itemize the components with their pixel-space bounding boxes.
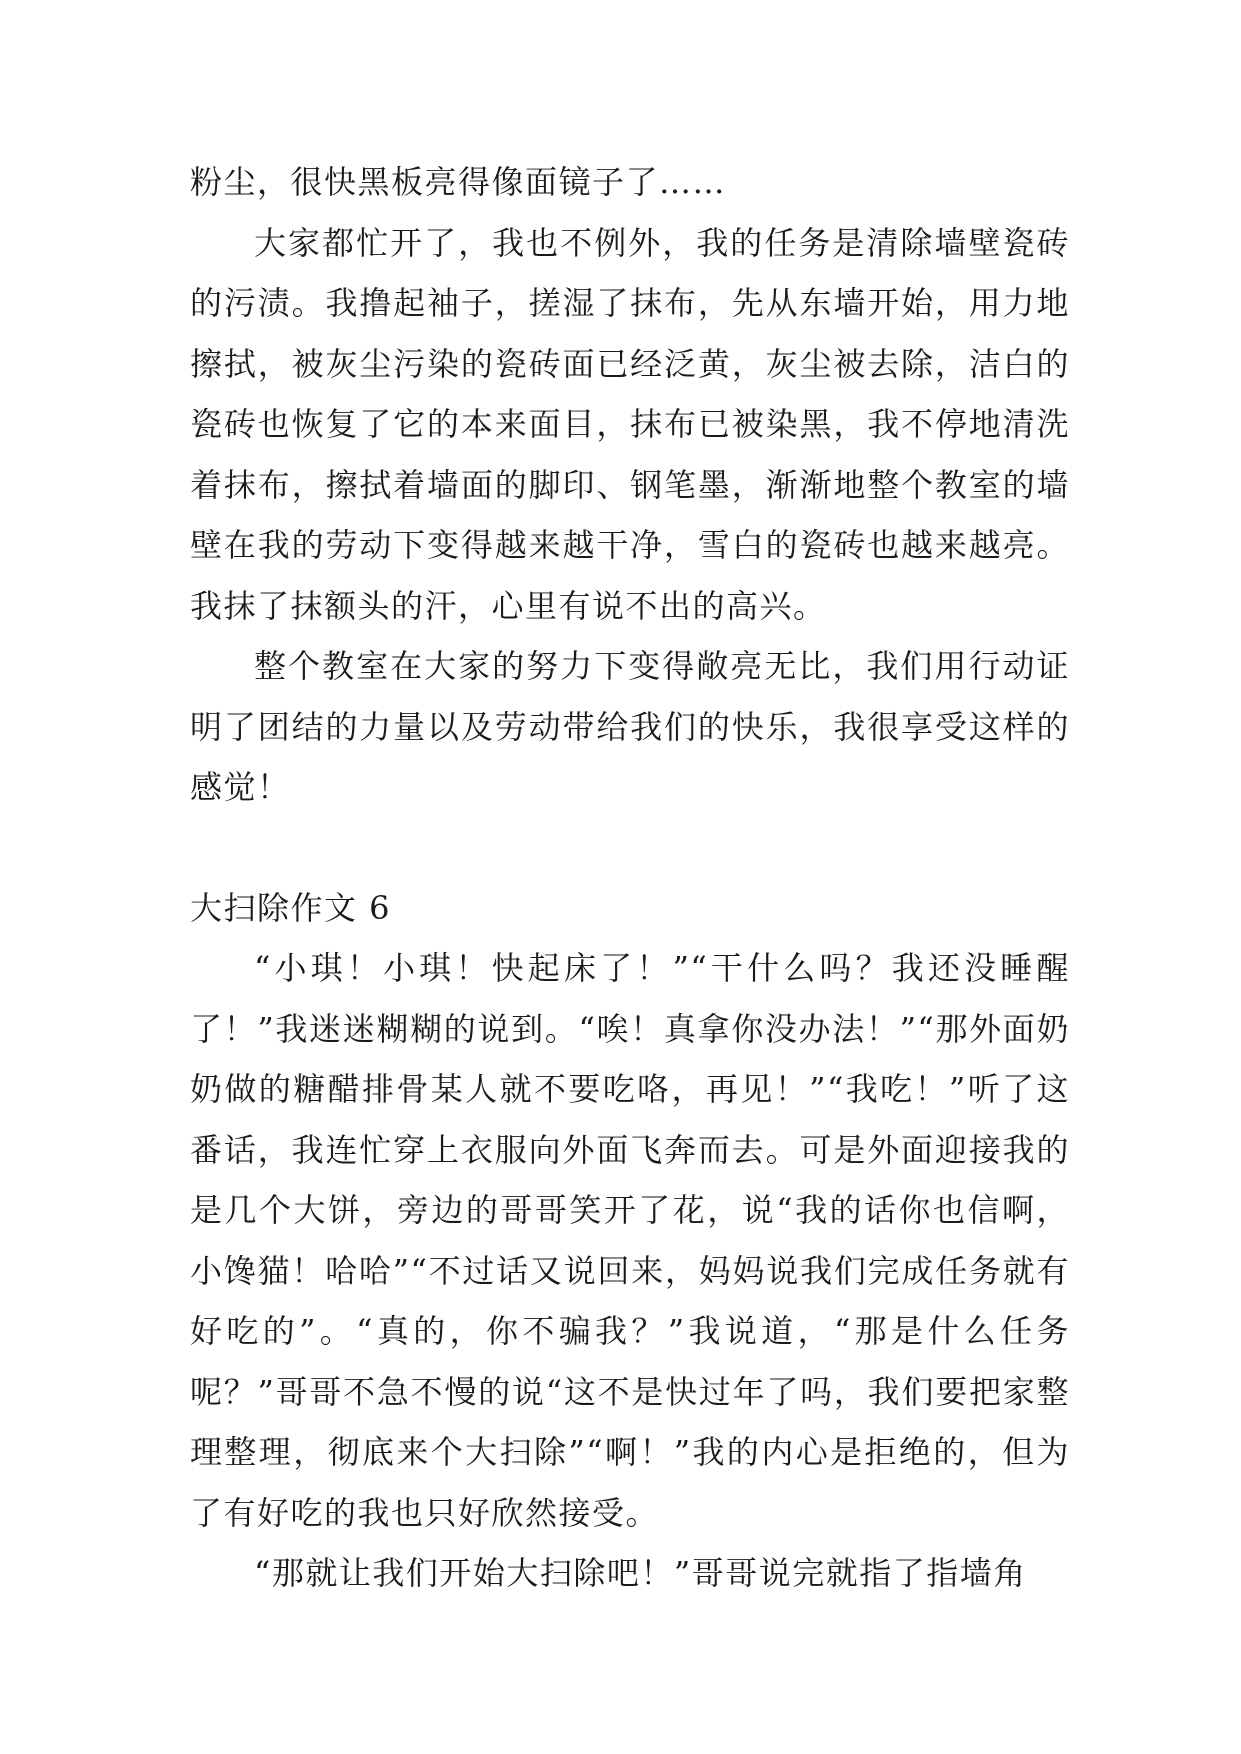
paragraph-continuation: 粉尘，很快黑板亮得像面镜子了……	[190, 163, 727, 201]
section-heading: 大扫除作文 6	[190, 888, 392, 927]
document-body	[190, 152, 1070, 1604]
paragraph-wall-cleaning: 大家都忙开了，我也不例外，我的任务是清除墙壁瓷砖的污渍。我撸起袖子，搓湿了抹布，先从东墙开始，用力地擦拭，被灰尘污染的瓷砖面已经泛黄，灰尘被去除，洁白的瓷砖也恢复了它的本来面目，抹布已被染黑，我不停地清洗着抹布，擦拭着墙面的脚印、钢笔墨，渐渐地整个教室的墙壁在我的劳动下变得越来越干净，雪白的瓷砖也越来越亮。我抹了抹额头的汗，心里有说不出的高兴。	[190, 223, 1070, 625]
paragraph-conclusion: 整个教室在大家的努力下变得敞亮无比，我们用行动证明了团结的力量以及劳动带给我们的快乐，我很享受这样的感觉！	[190, 647, 1070, 806]
paragraph-start-cleaning: “那就让我们开始大扫除吧！”哥哥说完就指了指墙角	[254, 1554, 1027, 1592]
paragraph-wake-up: “小琪！小琪！快起床了！”“干什么吗？我还没睡醒了！”我迷迷糊糊的说到。“唉！真拿你没办法！”“那外面奶奶做的糖醋排骨某人就不要吃咯，再见！”“我吃！”听了这番话，我连忙穿上衣服向外面飞奔而去。可是外面迎接我的是几个大饼，旁边的哥哥笑开了花，说“我的话你也信啊，小馋猫！哈哈”“不过话又说回来，妈妈说我们完成任务就有好吃的”。“真的，你不骗我？”我说道，“那是什么任务呢？”哥哥不急不慢的说“这不是快过年了吗，我们要把家整理整理，彻底来个大扫除”“啊！”我的内心是拒绝的，但为了有好吃的我也只好欣然接受。	[190, 949, 1070, 1532]
